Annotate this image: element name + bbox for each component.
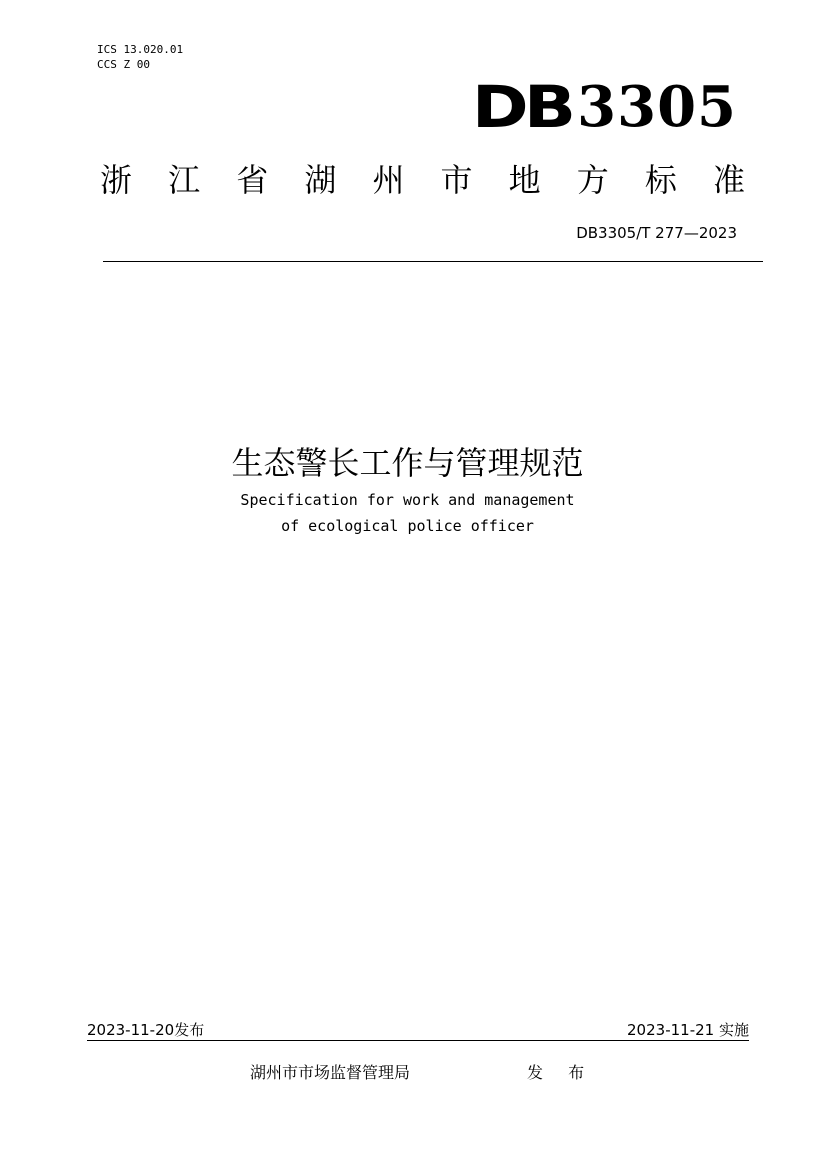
db-logo-letters: DB <box>471 73 572 141</box>
standard-name-char: 浙 <box>100 161 133 199</box>
issued-label: 发 布 <box>527 1063 595 1082</box>
ics-code: ICS 13.020.01 <box>97 43 184 56</box>
title-english <box>0 487 815 539</box>
standard-name-char: 州 <box>372 161 405 199</box>
footer-divider <box>87 1040 749 1041</box>
implement-date: 2023-11-21 <box>627 1021 715 1039</box>
implement-date-block <box>627 1019 749 1040</box>
standard-name-char: 准 <box>712 161 745 199</box>
title-english-line-2: of ecological police officer <box>281 517 534 535</box>
issuing-authority: 湖州市市场监督管理局 <box>250 1063 411 1082</box>
standard-name <box>100 158 745 202</box>
publish-date-block <box>87 1019 204 1040</box>
implement-label: 实施 <box>718 1021 749 1039</box>
standard-name-char: 市 <box>440 161 473 199</box>
db-logo-number: 3305 <box>577 74 737 140</box>
db-logo <box>471 73 737 141</box>
ccs-code: CCS Z 00 <box>97 58 150 71</box>
publish-label: 发布 <box>174 1021 205 1039</box>
publish-date: 2023-11-20 <box>87 1021 175 1039</box>
standard-name-char: 标 <box>644 161 677 199</box>
standard-name-char: 江 <box>168 161 201 199</box>
standard-name-char: 地 <box>508 161 541 199</box>
standard-name-char: 湖 <box>304 161 337 199</box>
standard-name-char: 省 <box>236 161 269 199</box>
standard-number: DB3305/T 277—2023 <box>576 224 737 242</box>
classification-codes <box>97 42 183 72</box>
title-english-line-1: Specification for work and management <box>240 491 575 509</box>
standard-name-char: 方 <box>576 161 609 199</box>
header-divider <box>103 261 763 262</box>
title-chinese: 生态警长工作与管理规范 <box>231 444 584 482</box>
